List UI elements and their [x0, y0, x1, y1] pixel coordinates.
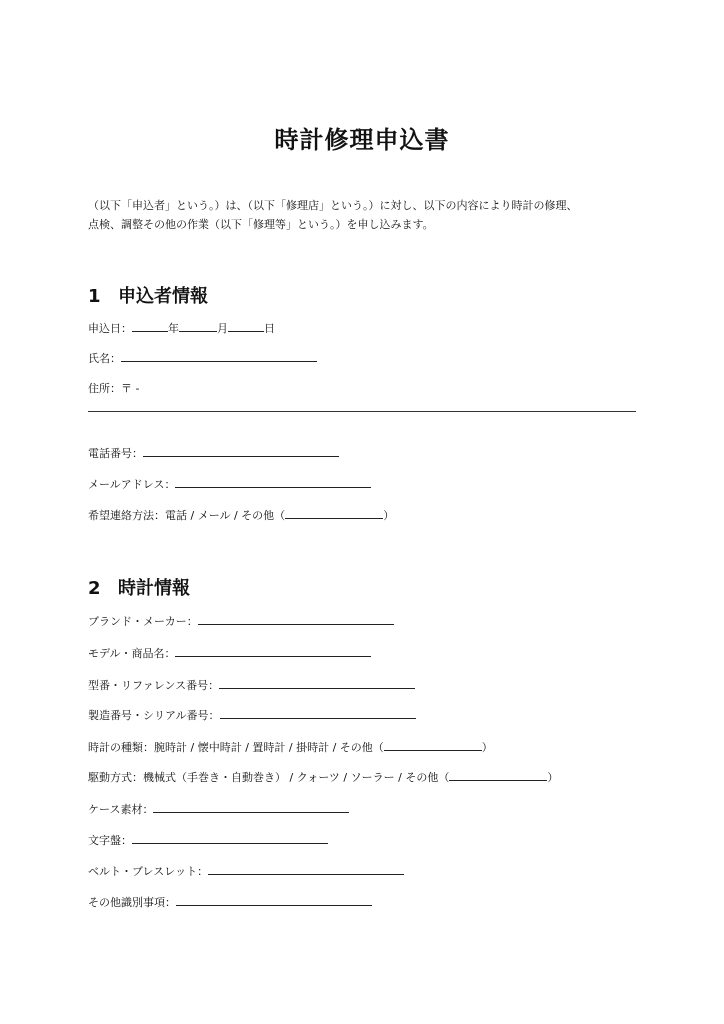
name-label: 氏名： [88, 352, 121, 365]
contact-method-close: ） [383, 509, 395, 522]
watch-type-other-input[interactable] [384, 739, 482, 751]
belt-label: ベルト・ブレスレット： [88, 865, 209, 878]
year-input[interactable] [132, 320, 168, 332]
email-field [88, 476, 371, 493]
document-title: 時計修理申込書 [274, 126, 450, 154]
model-label: モデル・商品名： [88, 647, 176, 660]
section-1-number: 1 [88, 286, 101, 307]
reference-number-field [88, 677, 415, 694]
case-material-field [88, 801, 349, 818]
section-2-number: 2 [88, 578, 101, 599]
application-date-field [88, 320, 275, 337]
contact-method-label: 希望連絡方法：電話 / メール / その他（ [88, 509, 286, 522]
address-label: 住所：〒 - [88, 382, 140, 395]
section-1-heading [88, 282, 208, 308]
model-input[interactable] [175, 645, 371, 657]
day-input[interactable] [228, 320, 264, 332]
watch-type-close: ） [481, 741, 493, 754]
intro-line-2: 点検、調整その他の作業（以下「修理等」という。）を申し込みます。 [88, 218, 434, 231]
month-label: 月 [217, 322, 228, 335]
month-input[interactable] [179, 320, 217, 332]
dial-field [88, 832, 328, 849]
brand-label: ブランド・メーカー： [88, 615, 198, 628]
year-label: 年 [168, 322, 179, 335]
movement-close: ） [547, 771, 559, 784]
watch-type-label: 時計の種類：腕時計 / 懐中時計 / 置時計 / 掛時計 / その他（ [88, 741, 384, 754]
brand-input[interactable] [198, 613, 394, 625]
contact-other-input[interactable] [285, 507, 383, 519]
serial-number-label: 製造番号・シリアル番号： [88, 709, 220, 722]
contact-method-field [88, 507, 394, 524]
name-field [88, 350, 317, 367]
other-identifying-input[interactable] [176, 894, 372, 906]
phone-label: 電話番号： [88, 447, 143, 460]
other-identifying-field [88, 894, 372, 911]
email-input[interactable] [175, 476, 371, 488]
other-identifying-label: その他識別事項： [88, 896, 176, 909]
movement-field [88, 769, 558, 786]
day-label: 日 [264, 322, 275, 335]
reference-number-label: 型番・リファレンス番号： [88, 679, 220, 692]
email-label: メールアドレス： [88, 478, 176, 491]
section-2-heading [88, 574, 190, 600]
belt-field [88, 863, 404, 880]
serial-number-input[interactable] [220, 707, 416, 719]
reference-number-input[interactable] [219, 677, 415, 689]
movement-label: 駆動方式：機械式（手巻き・自動巻き） / クォーツ / ソーラー / その他（ [88, 771, 450, 784]
dial-label: 文字盤： [88, 834, 132, 847]
belt-input[interactable] [208, 863, 404, 875]
watch-type-field [88, 739, 493, 756]
address-input-line[interactable] [88, 411, 636, 412]
phone-field [88, 445, 339, 462]
phone-input[interactable] [143, 445, 339, 457]
intro-line-1: （以下「申込者」という。）は、（以下「修理店」という。）に対し、以下の内容により時計の修理、 [88, 199, 578, 212]
section-2-title: 時計情報 [118, 578, 190, 599]
dial-input[interactable] [132, 832, 328, 844]
section-1-title: 申込者情報 [118, 286, 208, 307]
date-label: 申込日： [88, 322, 132, 335]
address-field [88, 381, 139, 397]
name-input[interactable] [121, 350, 317, 362]
serial-number-field [88, 707, 416, 724]
case-material-input[interactable] [153, 801, 349, 813]
case-material-label: ケース素材： [88, 803, 154, 816]
model-field [88, 645, 371, 662]
brand-field [88, 613, 394, 630]
intro-paragraph [88, 196, 648, 234]
movement-other-input[interactable] [449, 769, 547, 781]
